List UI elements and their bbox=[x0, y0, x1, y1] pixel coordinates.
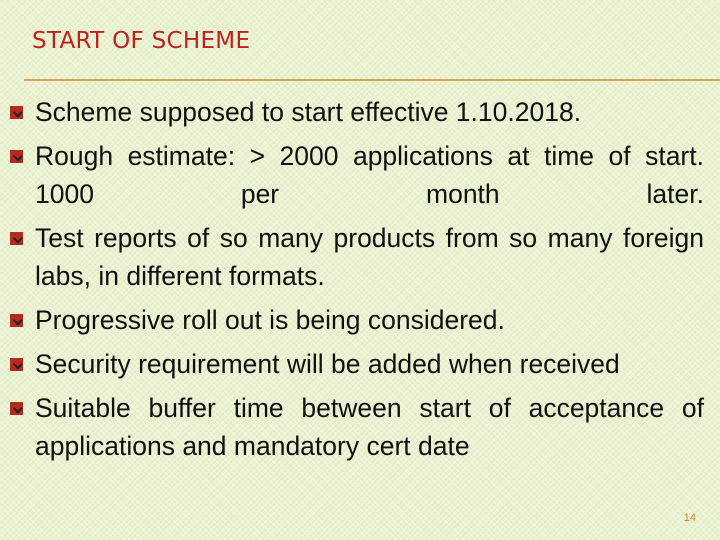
checkbox-bullet-icon bbox=[10, 358, 23, 371]
checkbox-bullet-icon bbox=[10, 150, 23, 163]
bullet-text: Scheme supposed to start effective 1.10.2018. bbox=[35, 97, 582, 127]
bullet-item bbox=[10, 345, 704, 383]
page-number: 14 bbox=[683, 512, 696, 524]
bullet-item bbox=[10, 137, 704, 213]
checkbox-bullet-icon bbox=[10, 106, 23, 119]
checkbox-bullet-icon bbox=[10, 314, 23, 327]
bullet-list bbox=[10, 93, 704, 471]
checkbox-bullet-icon bbox=[10, 402, 23, 415]
checkbox-bullet-icon bbox=[10, 232, 23, 245]
bullet-text: Progressive roll out is being considered. bbox=[35, 305, 505, 335]
bullet-text: Rough estimate: > 2000 applications at time of start. 1000 per month later. bbox=[35, 141, 704, 209]
slide-title: START OF SCHEME bbox=[32, 28, 251, 54]
bullet-text: Suitable buffer time between start of acceptance of applications and mandatory cert date bbox=[35, 393, 704, 461]
bullet-item bbox=[10, 389, 704, 465]
bullet-text: Test reports of so many products from so many foreign labs, in different formats. bbox=[35, 223, 704, 291]
bullet-item bbox=[10, 219, 704, 295]
title-divider bbox=[24, 79, 720, 81]
bullet-item bbox=[10, 93, 704, 131]
bullet-item bbox=[10, 301, 704, 339]
bullet-text: Security requirement will be added when received bbox=[35, 349, 620, 379]
